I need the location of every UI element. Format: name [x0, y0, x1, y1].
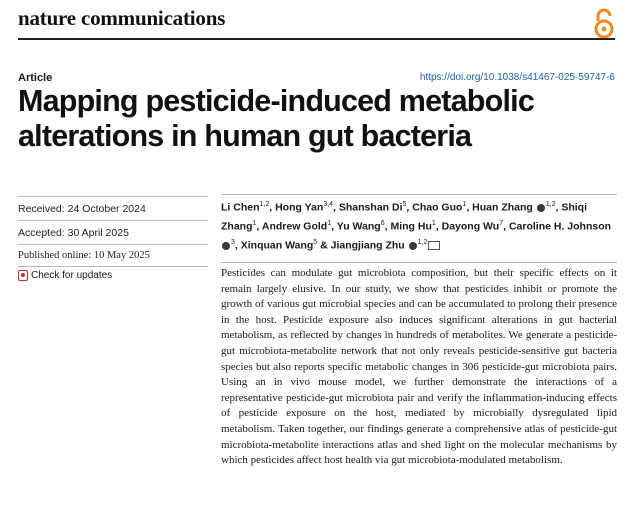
author-affiliation: 1,2: [259, 201, 270, 208]
author-name[interactable]: Shiqi Zhang: [221, 201, 588, 233]
author-affiliation: 5: [313, 239, 318, 246]
author-affiliation: 1,2: [417, 239, 428, 246]
divider: [221, 262, 617, 263]
divider: [18, 244, 208, 245]
author-name[interactable]: Jiangjiang Zhu: [330, 239, 405, 252]
divider: [18, 266, 208, 267]
article-title: Mapping pesticide-induced metabolic alterations in human gut bacteria: [18, 84, 534, 153]
check-updates-label: Check for updates: [31, 270, 113, 281]
author-affiliation: 3: [231, 239, 235, 246]
author-name[interactable]: Yu Wang: [336, 220, 381, 233]
divider: [18, 220, 208, 221]
header-rule: [18, 38, 615, 40]
orcid-icon[interactable]: [537, 204, 545, 212]
author-affiliation: 1,2: [545, 201, 556, 208]
author-name[interactable]: Caroline H. Johnson: [508, 220, 612, 233]
divider: [221, 194, 617, 195]
divider: [18, 196, 208, 197]
author-affiliation: 1: [252, 220, 257, 227]
author-affiliation: 3,4: [323, 201, 334, 208]
author-name[interactable]: Hong Yan: [275, 201, 324, 214]
abstract: Pesticides can modulate gut microbiota composition, but their specific effects on it remain largely elusive. In our study, we show that pesticides inhibit or promote the growth of various gut microbial species and can be accumulated to prolong their presence in the host. Pesticide exposure also induces significant alterations in gut bacterial metabolism, as reflected by changes in hundreds of metabolites. We generate a pesticide-gut microbiota-metabolite network that not only reveals pesticide-sensitive gut bacteria species but also reports specific metabolic changes in 306 pesticide-gut microbiota pairs. Using an in vivo mouse model, we further demonstrate the interactions of a representative pesticide-gut microbiota pair and verify the inflammation-inducing effects of pesticide exposure on the host, mediated by microbially dysregulated lipid metabolism. Taken together, our findings generate a comprehensive atlas of pesticide-gut microbiota-metabolite interactions atlas and shed light on the molecular mechanisms by which pesticides affect host health via gut microbiota-modulated metabolism.: [221, 267, 617, 467]
author-name[interactable]: Ming Hu: [390, 220, 432, 233]
author-list: Li Chen$^{1,2}$, Hong Yan$^{3,4}$, Shanshan Di$^5$, Chao Guo$^1$, Huan Zhang $^{1,2}$, Shiqi Zhang$^1$, Andrew Gold$^1$, Yu Wang$^6$, Ming Hu$^1$, Dayong Wu$^7$, Caroline H. Johnson $^3$, Xinquan Wang$^5$ & Jiangjiang Zhu $^{1,2}$: [221, 201, 612, 252]
doi-link[interactable]: https://doi.org/10.1038/s41467-025-59747-6: [419, 72, 615, 83]
author-affiliation: 5: [402, 201, 407, 208]
received-date: Received: 24 October 2024: [18, 203, 146, 215]
author-affiliation: 1: [462, 201, 467, 208]
check-updates-icon: [18, 270, 28, 281]
author-name[interactable]: Xinquan Wang: [240, 239, 314, 252]
author-name[interactable]: Huan Zhang: [472, 201, 533, 214]
accepted-date: Accepted: 30 April 2025: [18, 227, 129, 239]
author-name[interactable]: Li Chen: [221, 201, 260, 214]
orcid-icon[interactable]: [409, 242, 417, 250]
author-affiliation: 6: [380, 220, 385, 227]
author-name[interactable]: Andrew Gold: [261, 220, 328, 233]
mail-icon[interactable]: [428, 241, 440, 250]
journal-name: nature communications: [18, 6, 226, 30]
author-name[interactable]: Chao Guo: [412, 201, 463, 214]
article-type: Article: [18, 72, 53, 84]
author-affiliation: 1: [327, 220, 332, 227]
check-updates-link[interactable]: [18, 270, 112, 281]
orcid-icon[interactable]: [222, 242, 230, 250]
author-name[interactable]: Dayong Wu: [441, 220, 500, 233]
author-affiliation: 1: [431, 220, 436, 227]
author-affiliation: 7: [499, 220, 504, 227]
author-name[interactable]: Shanshan Di: [338, 201, 403, 214]
open-access-icon: [593, 8, 615, 40]
published-date: Published online: 10 May 2025: [18, 250, 150, 261]
